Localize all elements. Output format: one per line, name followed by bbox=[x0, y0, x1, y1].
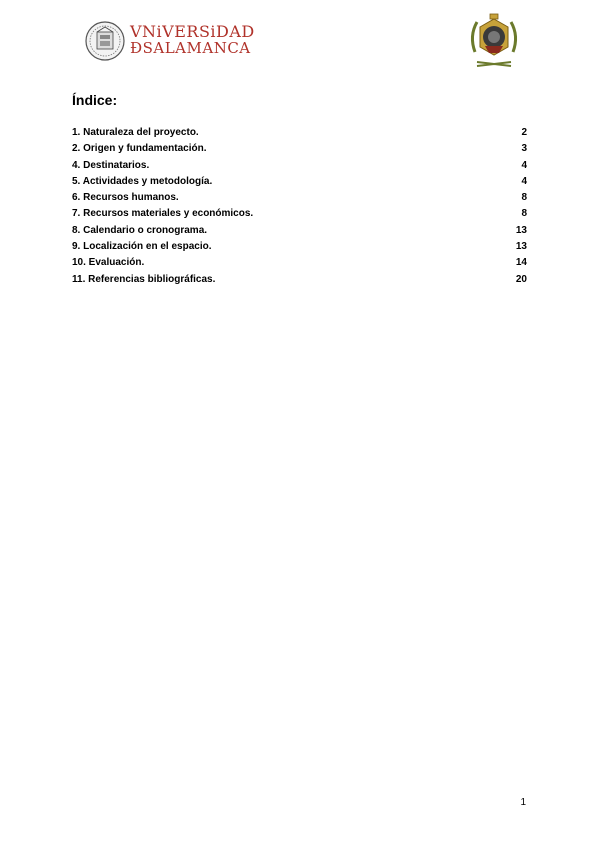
toc-entry-page: 8 bbox=[521, 208, 527, 220]
toc-entry-label: 4. Destinatarios. bbox=[72, 159, 150, 171]
university-logo bbox=[84, 20, 255, 62]
toc-entry-page: 20 bbox=[515, 273, 527, 285]
toc-entry-label: 1. Naturaleza del proyecto. bbox=[72, 127, 199, 138]
toc-entry-label: 7. Recursos materiales y económicos. bbox=[72, 208, 254, 220]
faculty-emblem-icon bbox=[463, 10, 525, 72]
toc-entry-label: 9. Localización en el espacio. bbox=[72, 241, 212, 253]
university-name-line2: ÐSALAMANCA bbox=[130, 39, 251, 57]
university-name bbox=[130, 23, 255, 57]
toc-entry-page: 8 bbox=[521, 192, 527, 204]
toc-entry-page: 4 bbox=[521, 159, 527, 171]
toc-entry[interactable] bbox=[72, 125, 527, 141]
toc-entry-page: 3 bbox=[521, 143, 527, 155]
toc-entry-label: 2. Origen y fundamentación. bbox=[72, 143, 207, 155]
toc-entry-label: 8. Calendario o cronograma. bbox=[72, 224, 208, 236]
toc-entry-label: 11. Referencias bibliográficas. bbox=[72, 273, 216, 285]
toc-entry[interactable] bbox=[72, 206, 527, 222]
toc-entry[interactable] bbox=[72, 223, 527, 239]
toc-entry[interactable] bbox=[72, 255, 527, 271]
university-seal-icon bbox=[84, 20, 126, 62]
toc-entry[interactable] bbox=[72, 239, 527, 255]
toc-entry-label: 10. Evaluación. bbox=[72, 257, 145, 269]
toc-entry-label: 5. Actividades y metodología. bbox=[72, 175, 213, 187]
table-of-contents bbox=[72, 125, 527, 288]
university-name-line1: VNiVERSiDAD bbox=[130, 22, 255, 41]
toc-entry[interactable] bbox=[72, 190, 527, 206]
toc-entry-page: 14 bbox=[515, 257, 527, 269]
toc-entry-page: 13 bbox=[515, 241, 527, 253]
toc-entry[interactable] bbox=[72, 272, 527, 288]
page-number: 1 bbox=[520, 797, 526, 808]
toc-entry-label: 6. Recursos humanos. bbox=[72, 192, 179, 204]
toc-entry-page: 2 bbox=[521, 127, 527, 138]
toc-entry-page: 4 bbox=[521, 175, 527, 187]
toc-entry[interactable] bbox=[72, 141, 527, 157]
index-title: Índice: bbox=[72, 92, 118, 108]
toc-entry[interactable] bbox=[72, 158, 527, 174]
toc-entry-page: 13 bbox=[515, 224, 527, 236]
toc-entry[interactable] bbox=[72, 174, 527, 190]
